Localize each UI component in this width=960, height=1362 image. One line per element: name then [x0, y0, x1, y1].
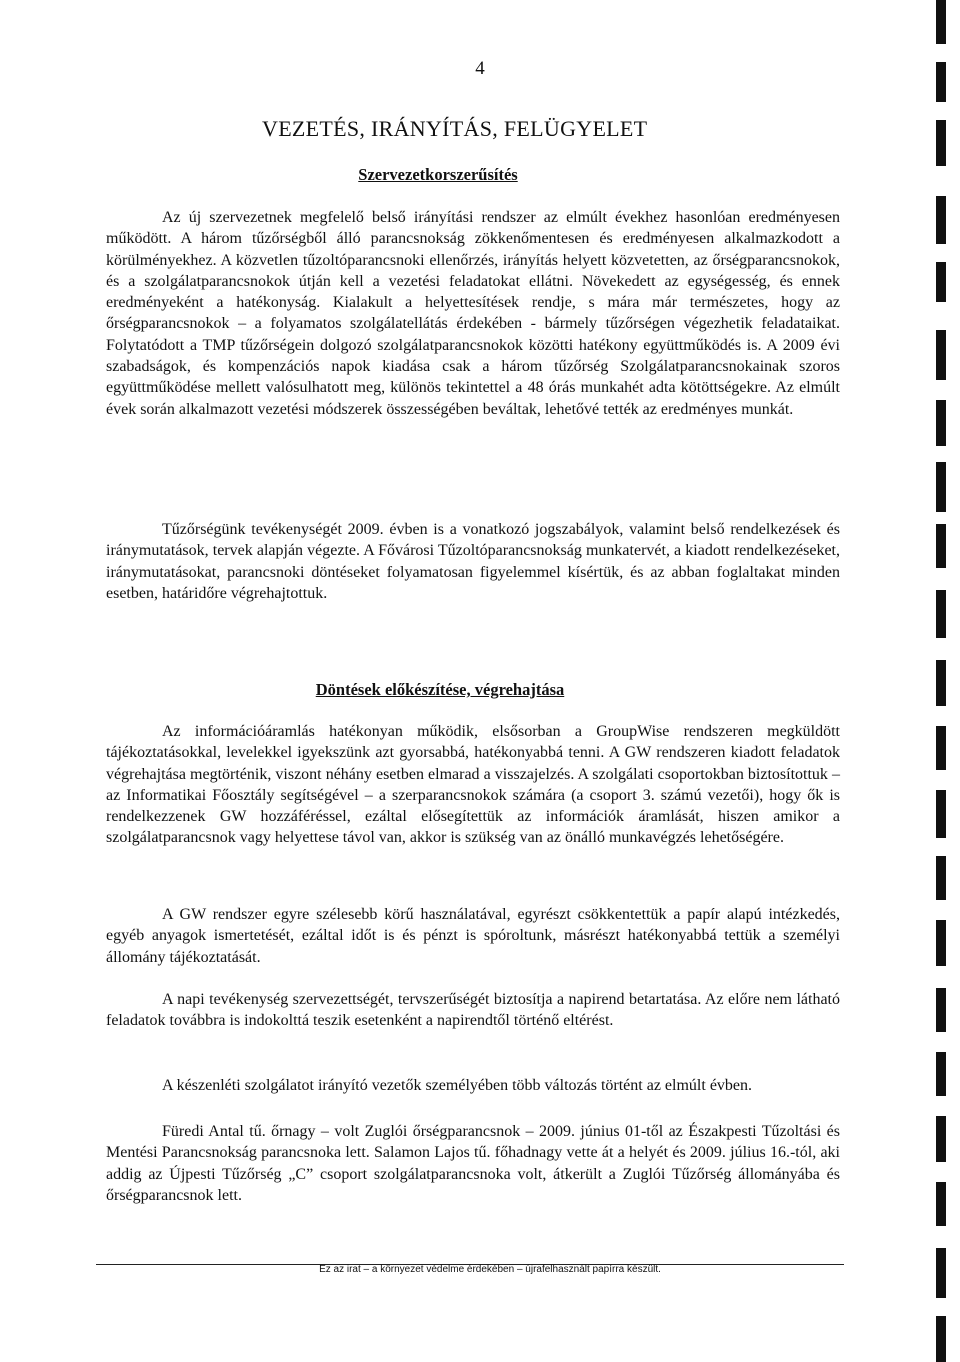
page-number: 4: [475, 58, 485, 79]
scan-edge-mark: [936, 1116, 946, 1162]
paragraph: A napi tevékenység szervezettségét, tervszerűségét biztosítja a napirend betartatása. Az előre nem látható feladatok továbbra is indokolttá teszik esetenként a napirendtől történő eltérést.: [106, 991, 840, 1030]
scan-edge-mark: [936, 330, 946, 380]
scan-edge-mark: [936, 790, 946, 838]
scan-edge-mark: [936, 590, 946, 638]
scan-edge-mark: [936, 62, 946, 102]
page-title: VEZETÉS, IRÁNYÍTÁS, FELÜGYELET: [262, 116, 648, 141]
paragraph: Füredi Antal tű. őrnagy – volt Zuglói őrségparancsnok – 2009. június 01-től az Északpesti Tűzoltási és Mentési Parancsnokság parancsnoka lett. Salamon Lajos tű. főhadnagy vette át a helyét és 2009. július 16.-tól, aki addig az Újpesti Tűzőrség „C” csoport szolgálatparancsnoka volt, átkerült a Zuglói Tűzőrség állományába és őrségparancsnok lett.: [106, 1123, 840, 1204]
scan-edge-mark: [936, 1248, 946, 1298]
scan-edge-mark: [936, 0, 946, 44]
scan-edge-mark: [936, 988, 946, 1032]
section-heading-dontesek-elokeszitese: Döntések előkészítése, végrehajtása: [315, 680, 565, 699]
scan-edge-mark: [936, 400, 946, 446]
paragraph: Az információáramlás hatékonyan működik, elsősorban a GroupWise rendszeren megküldött tájékoztatásokkal, levelekkel igyekszünk azt gyorsabbá, hatékonyabbá tenni. A GW rendszeren kiadott feladatok végrehajtása megtörténik, viszont néhány esetben elmarad a visszajelzés. A szolgálati csoportokban biztosítottuk – az Informatikai Főosztály segítségével – a szerparancsnokok számára (a csoport 3. számú vezetői), hogy ők is rendelkezzenek GW hozzáféréssel, ezáltal elősegítettük az információk áramlását, hiszen amikor a szolgálatparancsnok vagy helyettese távol van, akkor is szükség van az önálló munkavégzés lehetőségére.: [106, 723, 840, 847]
scan-edge-mark: [936, 524, 946, 568]
scan-edge-mark: [936, 660, 946, 706]
paragraph: A GW rendszer egyre szélesebb körű használatával, egyrészt csökkentettük a papír alapú intézkedés, egyéb anyagok ismertetését, ezáltal időt is és pénzt is spóroltunk, másrészt hatékonyabbá tettük a személyi állomány tájékoztatását.: [106, 906, 840, 966]
scan-edge-mark: [936, 1316, 946, 1362]
scan-edge-mark: [936, 726, 946, 770]
section-heading-szervezetkorszerusites: Szervezetkorszerűsítés: [358, 165, 518, 184]
scan-edge-mark: [936, 1182, 946, 1226]
paragraph: A készenléti szolgálatot irányító vezetők személyében több változás történt az elmúlt évben.: [162, 1077, 753, 1094]
scan-edge-mark: [936, 120, 946, 166]
paragraph: Az új szervezetnek megfelelő belső irányítási rendszer az elmúlt évekhez hasonlóan eredményesen működött. A három tűzőrségből álló parancsnokság zökkenőmentesen és eredményesen alkalmazkodott a körülményekhez. A közvetlen tűzoltóparancsnoki ellenőrzés, irányítás helyett közvetetten, az őrségparancsnokok, és a szolgálatparancsnokok útján kell a vezetési feladatokat ellátni. Növekedett az egységesség, és ennek eredményeként a hatékonyság. Kialakult a helyettesítések rendje, s mára már természetes, hogy az őrségparancsnokok – a folyamatos szolgálatellátás érdekében - bármely tűzőrségen végezhetik feladataikat. Folytatódott a TMP tűzőrségein dolgozó szolgálatparancsnokok közötti hatékony együttműködés is. A 2009 évi szabadságok, és kompenzációs napok kiadása csak a három tűzőrség Szolgálatparancsnokainak szoros együttműködése mellett valósulhatott meg, különös tekintettel a 48 órás munkahét adta kötöttségekre. Az elmúlt évek során alkalmazott vezetési módszerek összességében beváltak, lehetővé tették az eredményes munkát.: [106, 209, 840, 418]
footer-note: Ez az irat – a környezet védelme érdekében – újrafelhasznált papírra készült.: [319, 1264, 661, 1275]
scan-edge-mark: [936, 920, 946, 966]
scan-edge-mark: [936, 462, 946, 512]
scan-edge-mark: [936, 856, 946, 900]
scan-edge-mark: [936, 1052, 946, 1096]
scan-edge-mark: [936, 196, 946, 244]
scan-edge-mark: [936, 262, 946, 302]
paragraph: Tűzőrségünk tevékenységét 2009. évben is a vonatkozó jogszabályok, valamint belső rendelkezések és iránymutatások, tervek alapján végezte. A Fővárosi Tűzoltóparancsnokság munkatervét, a kiadott rendelkezéseket, iránymutatásokat, parancsnoki döntéseket folyamatosan figyelemmel kísértük, és az abban foglaltakat minden esetben, határidőre végrehajtottuk.: [106, 521, 840, 602]
